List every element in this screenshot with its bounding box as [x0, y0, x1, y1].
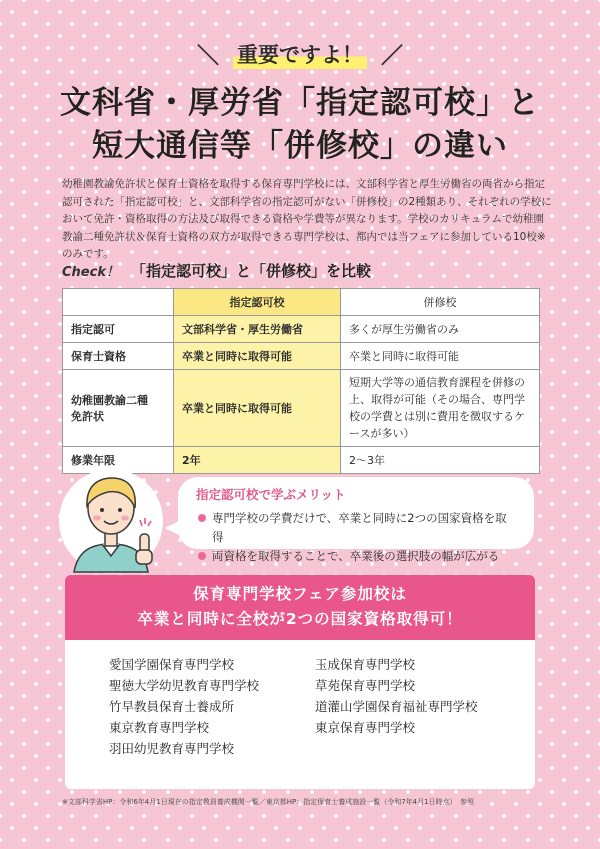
- merit-title: 指定認可校で学ぶメリット: [196, 487, 346, 502]
- school-item: 東京保育専門学校: [315, 720, 416, 735]
- school-item: 竹早教員保育士養成所: [109, 699, 235, 714]
- cell-nintei: 卒業と同時に取得可能: [174, 343, 341, 370]
- school-item: 草苑保育専門学校: [315, 678, 416, 693]
- cell-heishu: 多くが厚生労働省のみ: [341, 316, 540, 343]
- intro-paragraph: 幼稚園教諭免許状と保育士資格を取得する保育専門学校には、文部科学省と厚生労働省の両省から指定認可された「指定認可校」と、文部科学省の指定認可がない「併修校」の2種類あり、それぞれの学校において免許・資格取得の方法及び取得できる資格や学費等が異なります。学校のカリキュラムで幼稚園教諭二種免許状＆保育士資格の双方が取得できる専門学校は、都内では当フェアに参加している10校※のみです。: [62, 178, 552, 260]
- school-item: 羽田幼児教育専門学校: [109, 741, 235, 756]
- cell-nintei: 文部科学省・厚生労働省: [174, 316, 341, 343]
- row-label: 指定認可: [63, 316, 174, 343]
- row-label: 修業年限: [63, 447, 174, 474]
- cell-heishu: 短期大学等の通信教育課程を併修の上、取得が可能（その場合、専門学校の学費とは別に費用を徴収するケースが多い）: [341, 370, 540, 447]
- fair-header: [65, 575, 535, 640]
- table-header-nintei: 指定認可校: [174, 289, 341, 316]
- merit-item-text: 両資格を取得することで、卒業後の選択肢の幅が広がる: [212, 549, 500, 563]
- school-column-left: [109, 654, 315, 759]
- comparison-table: [62, 288, 540, 474]
- row-label: 保育士資格: [63, 343, 174, 370]
- title-line-2: 短大通信等「併修校」の違い: [92, 128, 508, 164]
- row-label: 幼稚園教諭二種 免許状: [63, 370, 174, 447]
- bullet-dot-icon: [198, 514, 206, 522]
- merit-list: [196, 509, 518, 566]
- fair-title-line-1: 保育専門学校フェア参加校は: [193, 585, 407, 603]
- table-header-row: [63, 289, 540, 316]
- bullet-dot-icon: [198, 552, 206, 560]
- page-title: [0, 82, 600, 168]
- title-line-1: 文科省・厚労省「指定認可校」と: [60, 85, 540, 121]
- cell-nintei: 2年: [174, 447, 341, 474]
- table-header-heishu: 併修校: [341, 289, 540, 316]
- table-header-corner: [63, 289, 174, 316]
- check-tag: Check！: [62, 264, 119, 280]
- school-item: 玉成保育専門学校: [315, 657, 416, 672]
- school-list: [65, 640, 535, 759]
- school-item: 聖徳大学幼児教育専門学校: [109, 678, 260, 693]
- school-item: 東京教育専門学校: [109, 720, 210, 735]
- fair-box: [65, 575, 535, 789]
- kicker-text: 重要ですよ！: [233, 39, 367, 69]
- list-item: [196, 509, 518, 547]
- cell-heishu: 2〜3年: [341, 447, 540, 474]
- cell-nintei: 卒業と同時に取得可能: [174, 370, 341, 447]
- person-illustration-icon: [56, 466, 166, 576]
- merit-item-text: 専門学校の学費だけで、卒業と同時に2つの国家資格を取得: [212, 511, 507, 544]
- kicker: [0, 34, 600, 74]
- cell-heishu: 卒業と同時に取得可能: [341, 343, 540, 370]
- school-item: 愛国学園保育専門学校: [109, 657, 235, 672]
- merit-bubble: [178, 477, 534, 563]
- check-heading: [62, 258, 542, 282]
- fair-title-line-2: 卒業と同時に全校が2つの国家資格取得可！: [137, 610, 463, 628]
- list-item: [196, 547, 518, 566]
- school-item: 道灌山学園保育福祉専門学校: [315, 699, 478, 714]
- table-row: [63, 370, 540, 447]
- table-row: [63, 316, 540, 343]
- school-column-right: [315, 654, 535, 759]
- check-title: 「指定認可校」と「併修校」を比較: [130, 261, 371, 280]
- slash-right-icon: ／: [381, 43, 404, 69]
- footnote: ※文部科学省HP：令和6年4月1日現在の指定教員養成機関一覧／東京都HP：指定保育士養成施設一覧（令和7年4月1日時点） 参照: [62, 798, 475, 806]
- table-row: [63, 343, 540, 370]
- slash-left-icon: ＼: [196, 43, 219, 69]
